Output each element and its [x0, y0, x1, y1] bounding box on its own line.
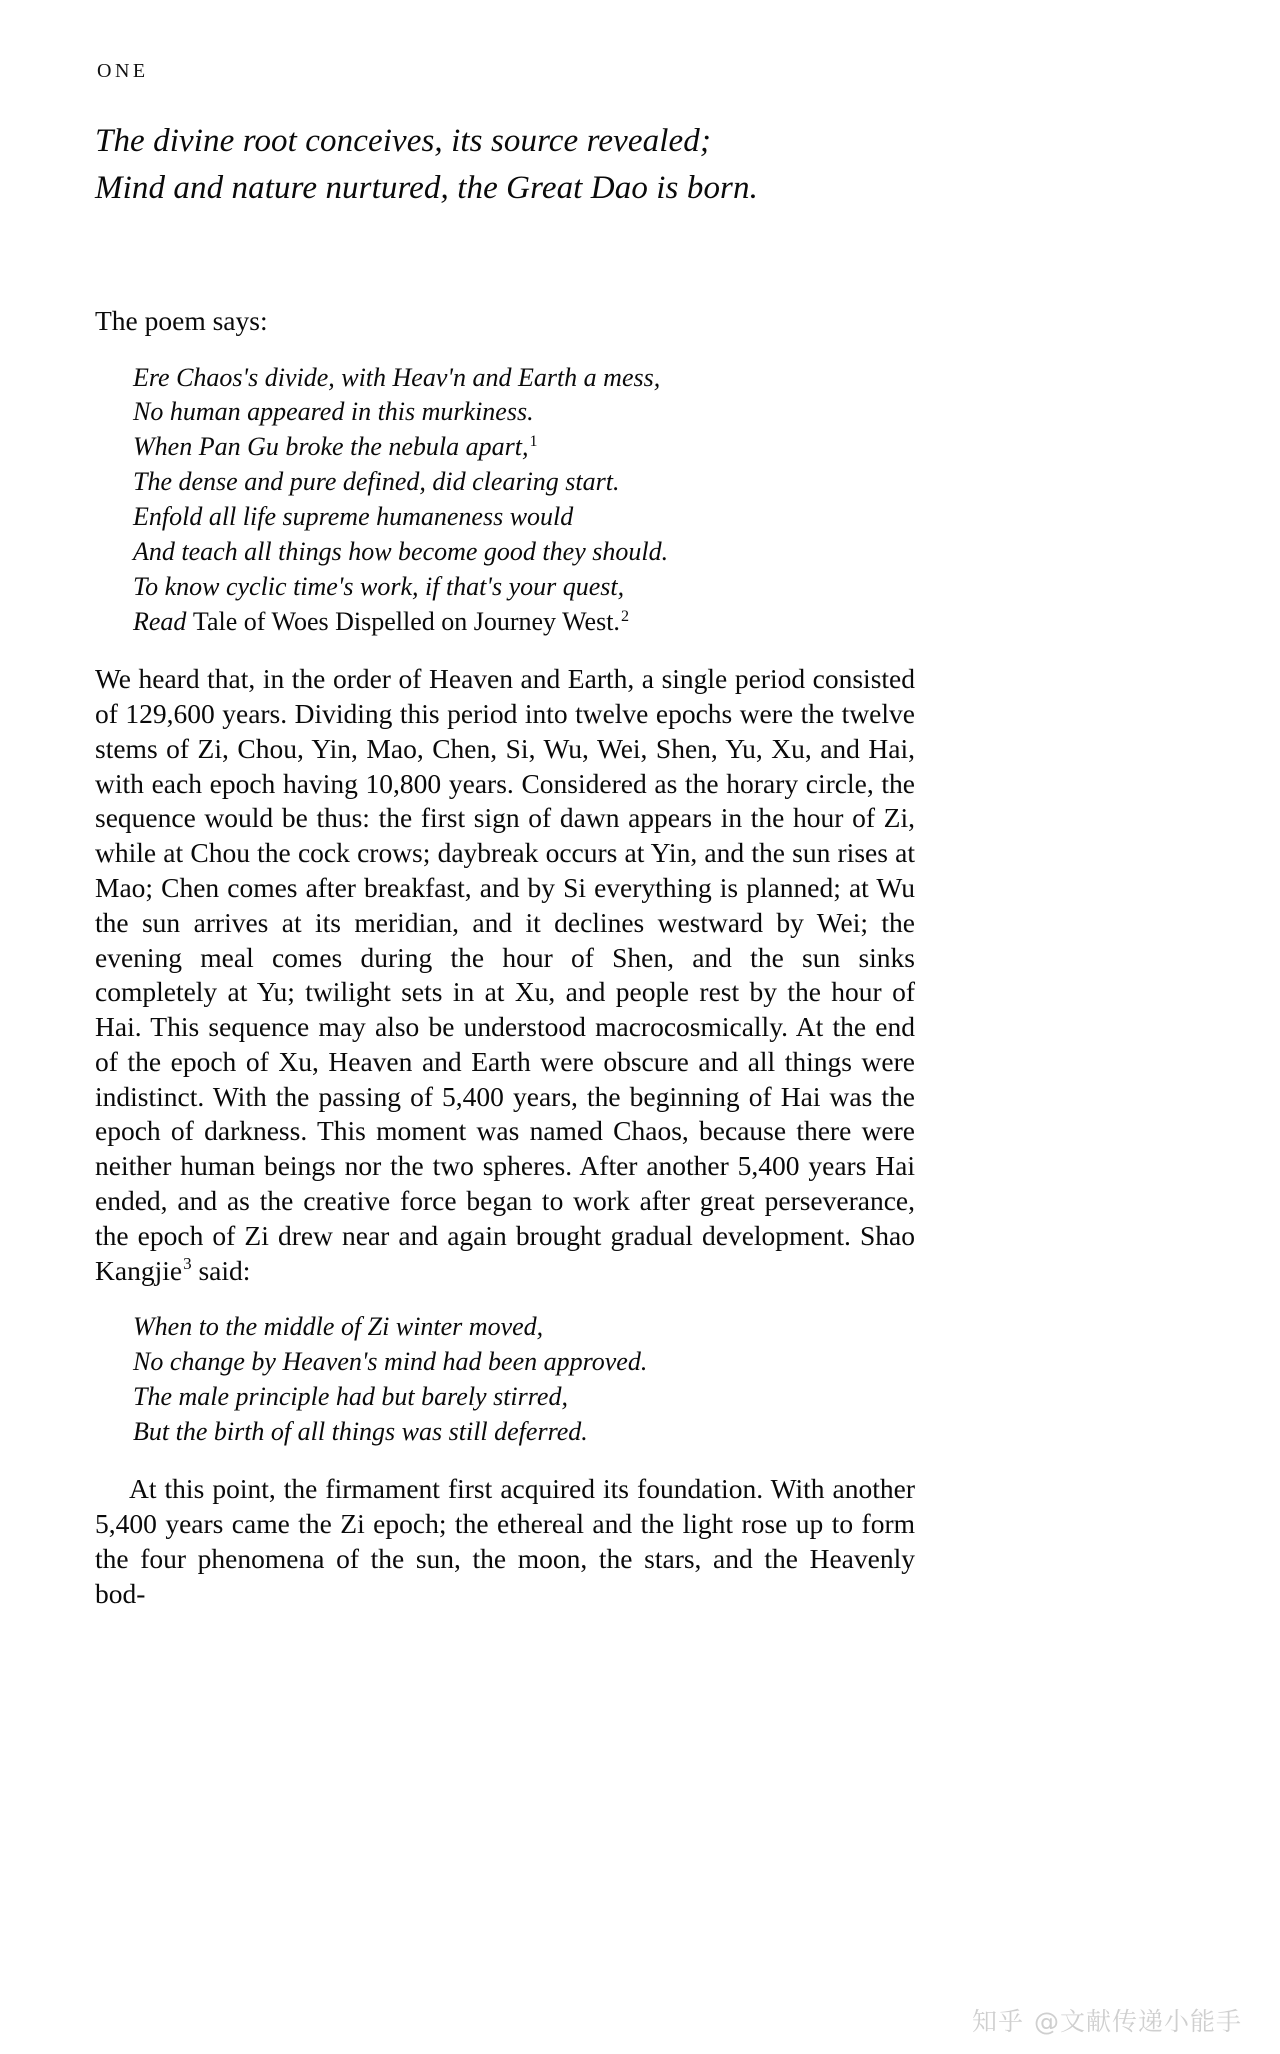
chapter-title-line-2: Mind and nature nurtured, the Great Dao is born.	[95, 169, 758, 206]
poem-line: Enfold all life supreme humaneness would	[133, 502, 574, 532]
chapter-title-line-1: The divine root conceives, its source revealed;	[95, 123, 711, 159]
spacer	[95, 339, 915, 361]
watermark-handle: @文献传递小能手	[1033, 2007, 1242, 2036]
poem-intro-line: The poem says:	[95, 304, 268, 336]
paragraph-one-text: We heard that, in the order of Heaven and Earth, a single period consisted of 129,600 years. Dividing this period into twelve epochs were the twelve stems of Zi, Chou, Yin, Mao, Chen, Si, Wu, Wei, Shen, Yu, Xu, and Hai, with each epoch having 10,800 years. Considered as the horary circle, the sequence would be thus: the first sign of dawn appears in the hour of Zi, while at Chou the cock crows; daybreak occurs at Yin, and the sun rises at Mao; Chen comes after breakfast, and by Si everything is planned; at Wu the sun arrives at its meridian, and it declines westward by Wei; the evening meal comes during the hour of Shen, and the sun sinks completely at Yu; twilight sets in at Xu, and people rest by the hour of Hai. This sequence may also be understood macrocosmically. At the end of the epoch of Xu, Heaven and Earth were obscure and all things were indistinct. With the passing of 5,400 years, the beginning of Hai was the epoch of darkness. This moment was named Chaos, because there were neither human beings nor the two spheres. After another 5,400 years Hai ended, and as the creative force began to work after great perseverance, the epoch of Zi drew near and again brought gradual development. Shao Kangjie	[95, 663, 915, 1286]
poem-line: The male principle had but barely stirred,	[133, 1382, 568, 1412]
poem-line: To know cyclic time's work, if that's your quest,	[133, 572, 625, 602]
poem-line: The dense and pure defined, did clearing start.	[133, 467, 620, 497]
poem-line: And teach all things how become good they should.	[133, 537, 669, 567]
poem-line-text: When Pan Gu broke the nebula apart,	[133, 432, 529, 462]
footnote-marker-3[interactable]: 3	[183, 1254, 192, 1274]
paragraph-two: At this point, the firmament first acquired its foundation. With another 5,400 years came the Zi epoch; the ethereal and the light rose up to form the four phenomena of the sun, the moon, the stars, and the Heavenly bod-	[95, 1473, 915, 1609]
spacer	[95, 274, 915, 304]
poem-line: No human appeared in this murkiness.	[133, 397, 534, 427]
footnote-marker-2[interactable]: 2	[620, 607, 629, 625]
spacer	[95, 640, 915, 662]
poem-line	[133, 430, 915, 465]
poem-block-one	[95, 361, 915, 641]
footnote-marker-1[interactable]: 1	[529, 432, 538, 450]
book-title-cited: Tale of Woes Dispelled on Journey West.	[192, 607, 620, 637]
paragraph-one-tail: said:	[191, 1254, 251, 1286]
spacer	[95, 1288, 915, 1310]
poem-block-two	[95, 1310, 915, 1450]
spacer	[95, 1450, 915, 1472]
poem-line	[133, 605, 915, 640]
poem-line: When to the middle of Zi winter moved,	[133, 1312, 544, 1342]
spacer	[95, 212, 915, 274]
poem-line: No change by Heaven's mind had been approved.	[133, 1347, 648, 1377]
poem-line-italic: Read	[133, 607, 193, 637]
poem-line: Ere Chaos's divide, with Heav'n and Earth a mess,	[133, 362, 661, 392]
chapter-title	[95, 118, 915, 212]
zhihu-logo-text: 知乎	[971, 2007, 1024, 2036]
page-content	[95, 60, 915, 1611]
paragraph-one	[95, 662, 915, 1288]
site-watermark	[972, 2002, 1242, 2038]
poem-line: But the birth of all things was still deferred.	[133, 1417, 588, 1447]
chapter-number: ONE	[97, 60, 149, 82]
